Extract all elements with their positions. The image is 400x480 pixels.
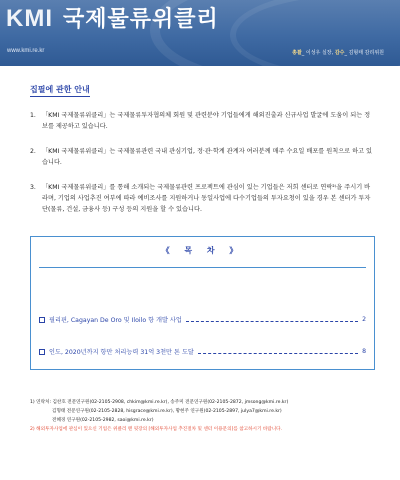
toc-entry-india[interactable] [39,347,366,356]
checkbox-icon [39,317,45,323]
table-of-contents [30,236,375,370]
staff-credits: 총괄_ 이성우 실장, 감수_ 김형태 감리위원 [292,50,384,56]
dotted-leader [198,350,358,354]
publication-title: 국제물류위클리 [63,7,219,32]
toc-entry-text: 인도, 2020년까지 항만 처리능력 31억 3천만 톤 도달 [49,349,194,356]
intro-list [30,110,375,229]
item-text: 「KMI 국제물류위클리」는 국제물류관련 국내 관심기업, 정·관·학계 관계자 여러분께 매주 수요일 배포를 원칙으로 하고 있습니다. [42,148,373,166]
kmi-logo: KMI [6,5,53,32]
checkbox-icon [39,349,45,355]
publisher-name: 이성우 실장, [305,50,334,56]
footnote-contact: 1) 연락처: 김찬호 전문연구원(02-2105-2908, chkim@kmi.re.kr), 송주미 전문연구원(02-2105-2872, jmsong@kmi.re.kr) [30,400,289,405]
list-item [30,182,375,215]
toc-title: 《 목 차 》 [161,246,244,255]
header-banner [0,0,400,66]
supervisor-label: 감수 [334,50,345,56]
toc-divider [39,267,366,268]
website-url[interactable]: www.kmi.re.kr [7,48,45,54]
toc-page-number: 2 [362,316,366,323]
dotted-leader [186,318,358,322]
banner-decoration [230,0,400,66]
footnote-investment: 2) 해외투자사업에 관심이 있으신 기업은 위클리 맨 뒷장의 [해외투자사업 추진절차 및 센터 이용문의]를 참고하시기 바랍니다. [30,427,283,432]
list-item [30,110,375,132]
item-text: 「KMI 국제물류위클리」는 국제물류투자협의체 회원 및 관련분야 기업들에게 해외진출과 신규사업 발굴에 도움이 되는 정보를 제공하고 있습니다. [42,112,371,130]
supervisor-name: 김형태 감리위원 [348,50,384,56]
section-heading: 집필에 관한 안내 [30,84,90,97]
footnote-contact: 김형태 전문연구원(02-2105-2828, hisgrace@kmi.re.kr), 황현주 연구원(02-2105-2897, julya7@kmi.re.kr) [52,409,282,414]
banner-title-group [6,2,219,33]
footnote-contact: 전혜경 연구원(02-2105-2982, saoi@kmi.re.kr) [52,418,154,423]
list-item [30,146,375,168]
publisher-label: 총괄 [292,50,302,56]
item-number: 2. [30,148,36,155]
toc-page-number: 8 [362,348,366,355]
item-number: 3. [30,184,36,191]
footnotes [30,398,375,434]
item-number: 1. [30,112,36,119]
item-text: 「KMI 국제물류위클리」를 통해 소개되는 국제물류관련 프로젝트에 관심이 있는 기업들은 저희 센터로 연락²⁾을 주시기 바라며, 기업의 사업추진 여부에 따라 예비조사를 지원하거나 동일사업에 다수기업들의 투자요청이 있을 경우 본 센터가 투자단(물류, 건설, 금융사 등) 구성 등의 지원을 할 수 있습니다. [42,184,371,213]
toc-entry-text: 필리핀, Cagayan De Oro 및 Iloilo 항 개발 사업 [49,317,182,324]
toc-entry-philippines[interactable] [39,315,366,324]
